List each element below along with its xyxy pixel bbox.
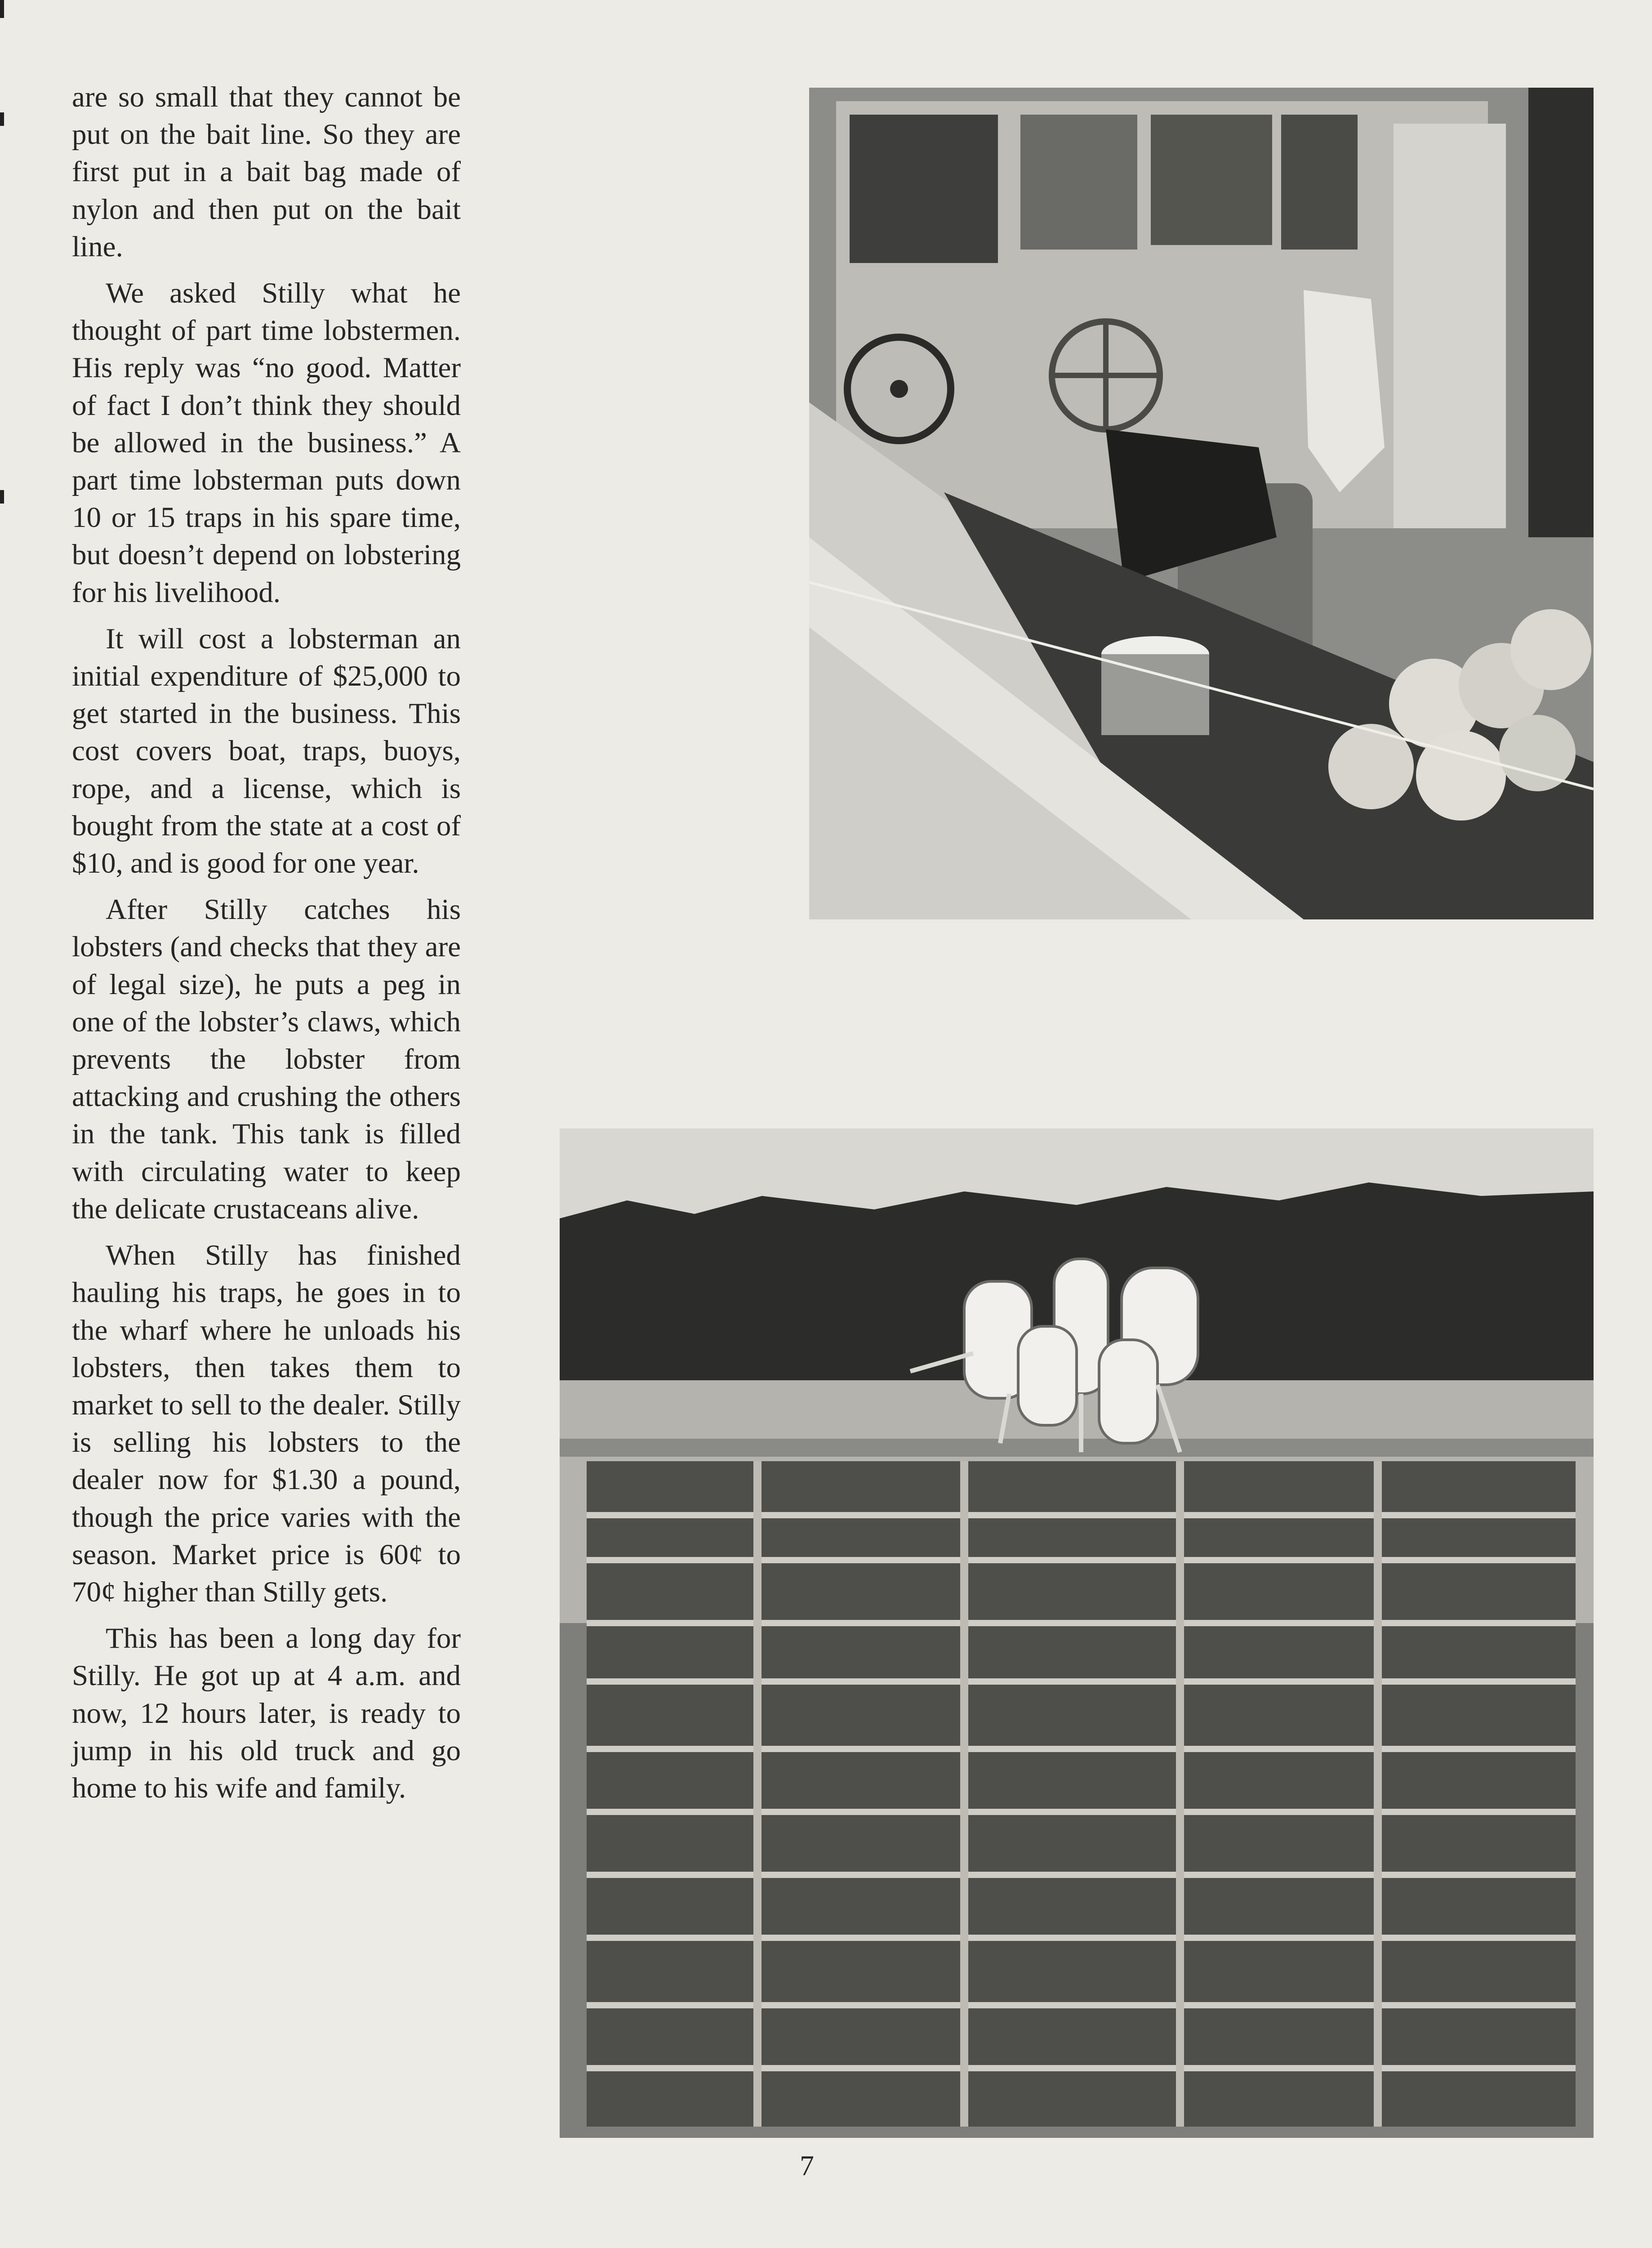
edge-mark [0, 0, 4, 18]
edge-mark [0, 112, 4, 126]
page-number: 7 [800, 2150, 814, 2181]
article-text-column [72, 79, 461, 1807]
article-paragraph: After Stilly catches his lobsters (and checks that they are of legal size), he puts a peg in one of the lobster’s claws, which prevents the lobster from attacking and crushing the others in the tank. This tank is filled with circulating water to keep the delicate crustaceans alive. [72, 893, 461, 1225]
article-paragraph: This has been a long day for Stilly. He got up at 4 a.m. and now, 12 hours later, is ready to jump in his old truck and go home to his wife and family. [72, 1622, 461, 1804]
lobster-traps-photo [560, 1128, 1594, 2138]
article-paragraph: It will cost a lobsterman an initial expenditure of $25,000 to get started in the business. This cost covers boat, traps, buoys, rope, and a license, which is bought from the state at a cost of $10, and is good for one year. [72, 622, 461, 880]
article-paragraph: We asked Stilly what he thought of part time lobstermen. His reply was “no good. Matter of fact I don’t think they should be allowed in the business.” A part time lobsterman puts down 10 or 15 traps in his spare time, but doesn’t depend on lobstering for his livelihood. [72, 277, 461, 609]
edge-mark [0, 490, 4, 504]
article-paragraph: are so small that they cannot be put on the bait line. So they are first put in a bait bag made of nylon and then put on the bait line. [72, 81, 461, 263]
article-paragraph: When Stilly has finished hauling his traps, he goes in to the wharf where he unloads his lobsters, then takes them to market to sell to the dealer. Stilly is selling his lobsters to the dealer now for $1.30 a pound, though the price varies with the season. Market price is 60¢ to 70¢ higher than Stilly gets. [72, 1239, 461, 1608]
boat-interior-photo [809, 88, 1594, 919]
